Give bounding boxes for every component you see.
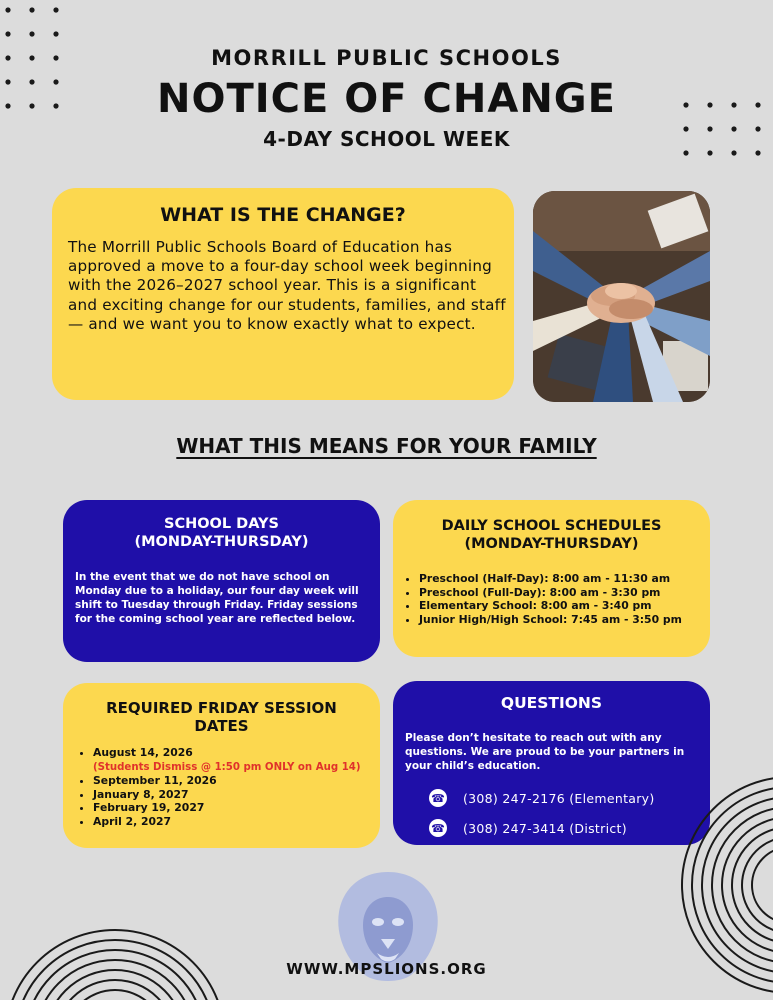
school-days-heading-line1: SCHOOL DAYS: [164, 516, 279, 532]
school-days-card: [63, 500, 380, 662]
school-name: MORRILL PUBLIC SCHOOLS: [211, 46, 562, 70]
list-item: • Preschool (Full-Day): 8:00 am - 3:30 pm: [419, 586, 719, 600]
phone-row-elementary[interactable]: [429, 789, 655, 807]
friday-sessions-card: [63, 683, 380, 848]
friday-first-date: August 14, 2026: [93, 746, 193, 759]
list-item: • September 11, 2026: [93, 774, 393, 788]
page-title: NOTICE OF CHANGE: [157, 76, 616, 122]
phone-district[interactable]: (308) 247-3414 (District): [463, 820, 627, 836]
friday-dates-list: [63, 746, 393, 828]
questions-heading: QUESTIONS: [500, 694, 603, 712]
questions-card: [393, 681, 710, 845]
schedules-list: [393, 572, 719, 626]
list-item: • Preschool (Half-Day): 8:00 am - 11:30 am: [419, 572, 719, 586]
phone-row-district[interactable]: [429, 819, 655, 837]
section-title: [0, 434, 773, 458]
list-item: • April 2, 2027: [93, 815, 393, 829]
change-body: The Morrill Public Schools Board of Education has approved a move to a four-day school week beginning with the 2026–2027 school year. This is a significant and exciting change for our students, families, and staff — and we want you to know exactly what to expect.: [68, 238, 506, 333]
phone-list: [429, 779, 655, 837]
school-days-heading-line2: (MONDAY-THURSDAY): [134, 534, 309, 550]
friday-heading-line1: REQUIRED FRIDAY SESSION: [106, 699, 337, 717]
list-item: • Elementary School: 8:00 am - 3:40 pm: [419, 599, 719, 613]
list-item: • January 8, 2027: [93, 788, 393, 802]
page-subtitle: 4-DAY SCHOOL WEEK: [263, 127, 510, 151]
list-item: • Junior High/High School: 7:45 am - 3:50 pm: [419, 613, 719, 627]
friday-heading: [63, 699, 380, 735]
phone-elementary[interactable]: (308) 247-2176 (Elementary): [463, 790, 655, 806]
school-days-heading: [63, 515, 380, 551]
schedules-heading: [393, 517, 710, 553]
schedules-heading-line1: DAILY SCHOOL SCHEDULES: [441, 518, 662, 534]
list-item: • February 19, 2027: [93, 801, 393, 815]
phone-icon: ☎: [429, 789, 447, 807]
change-heading: WHAT IS THE CHANGE?: [160, 204, 406, 226]
questions-body: Please don’t hesitate to reach out with any questions. We are proud to be your partners in your child’s education.: [405, 732, 685, 772]
school-days-body: In the event that we do not have school on Monday due to a holiday, our four day week will shift to Tuesday through Friday. Friday sessions for the coming school year are reflected below.: [75, 571, 359, 625]
list-item: [93, 746, 393, 774]
hands-photo: [533, 191, 710, 402]
hands-illustration: [533, 191, 710, 402]
friday-dismissal-note: (Students Dismiss @ 1:50 pm ONLY on Aug 14): [93, 761, 361, 773]
schedules-card: [393, 500, 710, 657]
website-link[interactable]: WWW.MPSLIONS.ORG: [286, 960, 487, 978]
change-card: [52, 188, 514, 400]
schedules-heading-line2: (MONDAY-THURSDAY): [464, 536, 639, 552]
friday-heading-line2: DATES: [194, 717, 249, 735]
section-title-text: WHAT THIS MEANS FOR YOUR FAMILY: [176, 434, 597, 458]
phone-icon: ☎: [429, 819, 447, 837]
